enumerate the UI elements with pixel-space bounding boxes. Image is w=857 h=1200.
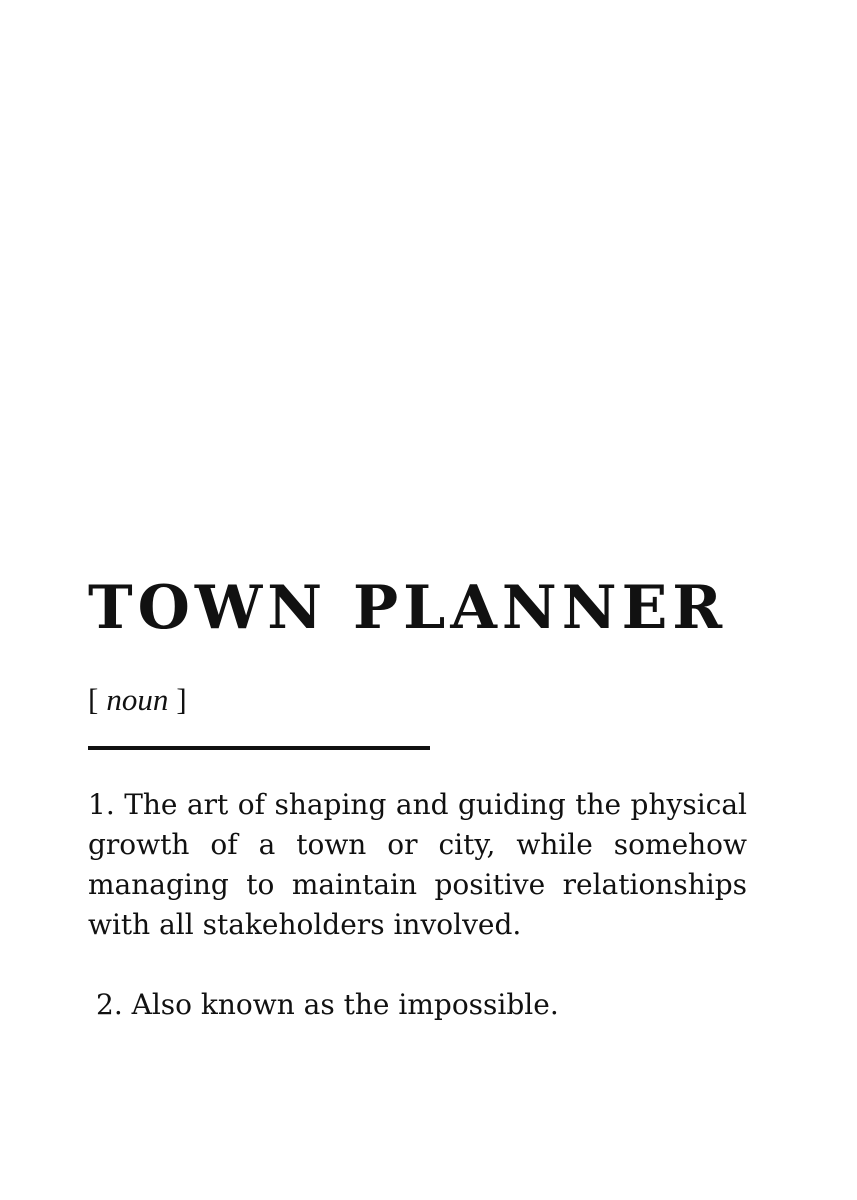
close-bracket: ]: [176, 682, 187, 717]
open-bracket: [: [88, 682, 99, 717]
part-of-speech-word: noun: [106, 682, 169, 717]
part-of-speech: [88, 684, 187, 715]
definition-1: 1. The art of shaping and guiding the physical growth of a town or city, while somehow managing to maintain positive relationships with all stakeholders involved.: [88, 788, 747, 941]
divider-rule: [88, 746, 430, 750]
definition-2: 2. Also known as the impossible.: [96, 988, 559, 1021]
headword-title: TOWN PLANNER: [88, 573, 728, 643]
